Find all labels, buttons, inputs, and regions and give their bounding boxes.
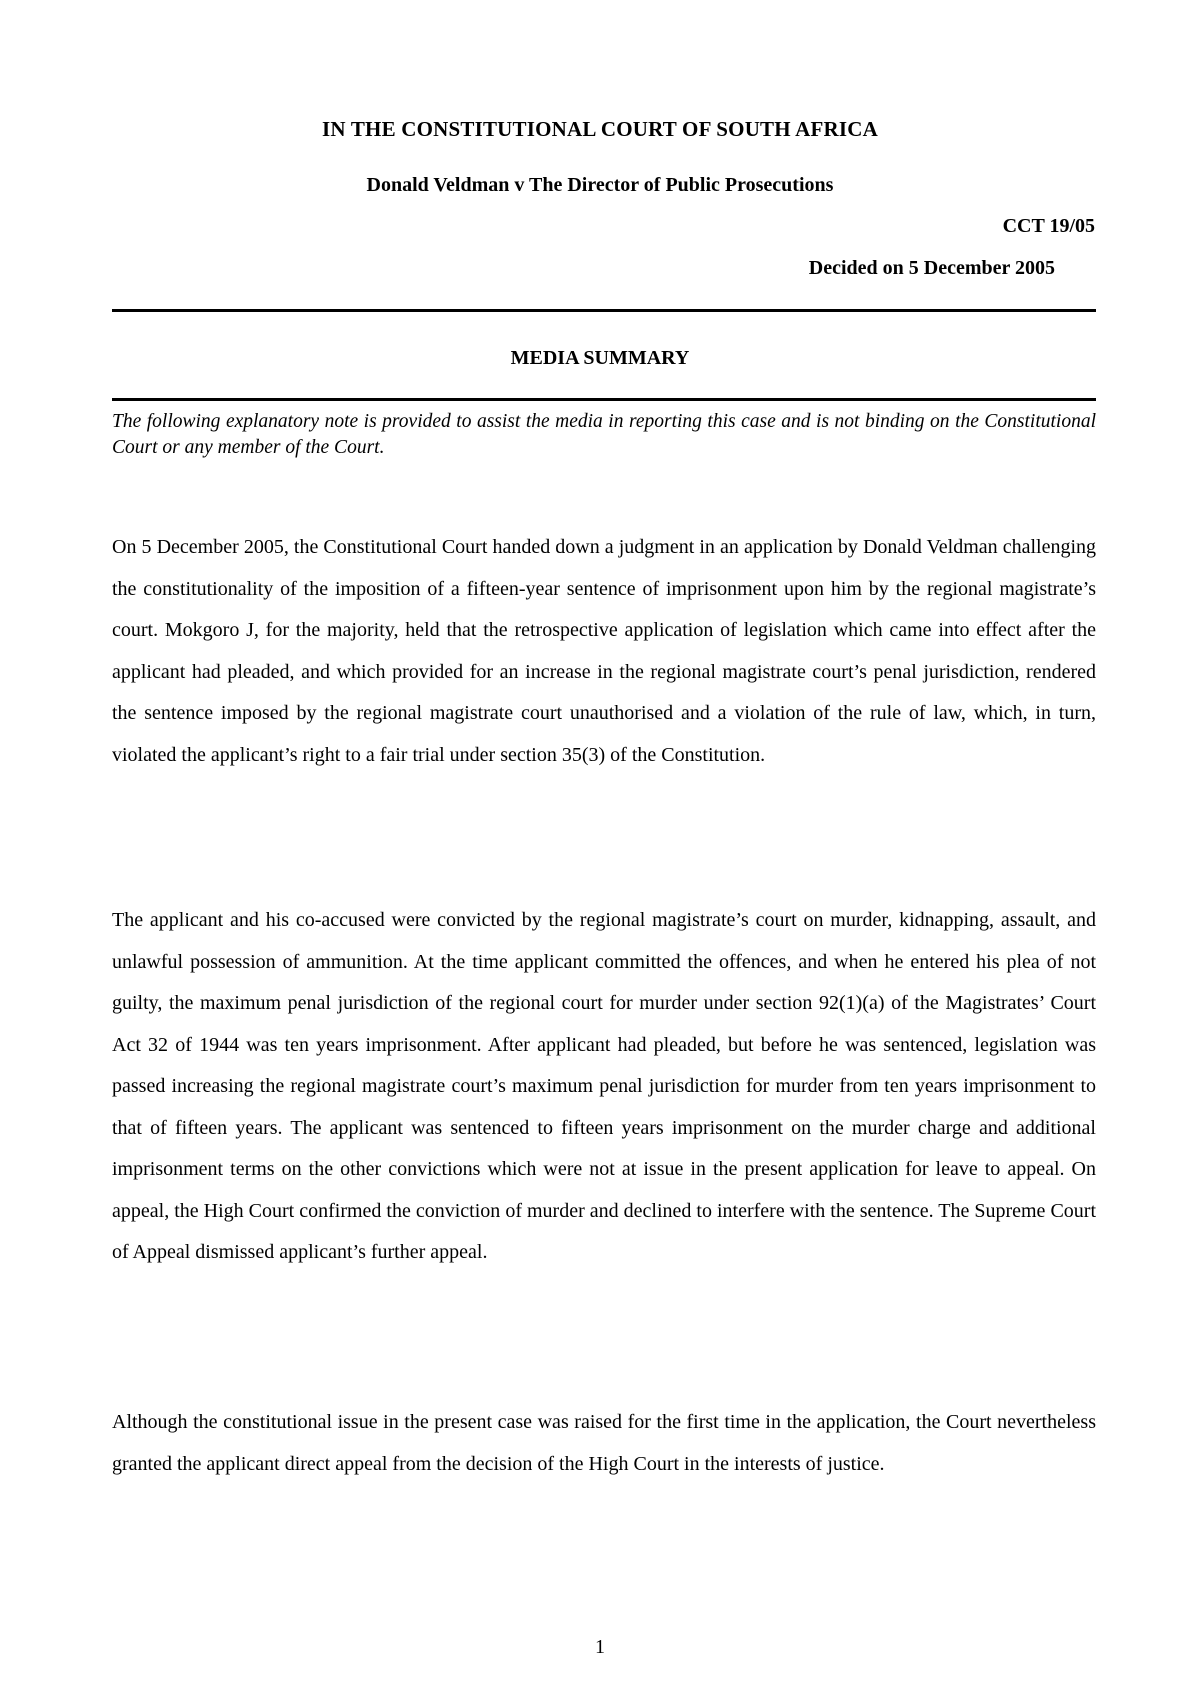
section-title: MEDIA SUMMARY: [510, 347, 690, 369]
paragraph-3: Although the constitutional issue in the present case was raised for the first time in the application, the Court nevertheless granted the applicant direct appeal from the decision of the High Court in the interests of justice.: [112, 1411, 1096, 1475]
paragraph-2: The applicant and his co-accused were convicted by the regional magistrate’s court on murder, kidnapping, assault, and unlawful possession of ammunition. At the time applicant committed the offences, and when he entered his plea of not guilty, the maximum penal jurisdiction of the regional court for murder under section 92(1)(a) of the Magistrates’ Court Act 32 of 1944 was ten years imprisonment. After applicant had pleaded, but before he was sentenced, legislation was passed increasing the regional magistrate court’s maximum penal jurisdiction for murder from ten years imprisonment to that of fifteen years. The applicant was sentenced to fifteen years imprisonment on the murder charge and additional imprisonment terms on the other convictions which were not at issue in the present application for leave to appeal. On appeal, the High Court confirmed the conviction of murder and declined to interfere with the sentence. The Supreme Court of Appeal dismissed applicant’s further appeal.: [112, 909, 1096, 1263]
case-number: CCT 19/05: [1002, 215, 1095, 237]
court-title: IN THE CONSTITUTIONAL COURT OF SOUTH AFRICA: [322, 117, 878, 141]
page-number: 1: [595, 1636, 605, 1658]
case-name: Donald Veldman v The Director of Public Prosecutions: [366, 174, 834, 196]
top-divider: [112, 309, 1096, 312]
explanatory-note: The following explanatory note is provided to assist the media in reporting this case and is not binding on the Constitutional Court or any member of the Court.: [112, 411, 1096, 458]
bottom-divider: [112, 398, 1096, 401]
decision-date: Decided on 5 December 2005: [808, 257, 1055, 279]
paragraph-1: On 5 December 2005, the Constitutional Court handed down a judgment in an application by Donald Veldman challenging the constitutionality of the imposition of a fifteen-year sentence of imprisonment upon him by the regional magistrate’s court. Mokgoro J, for the majority, held that the retrospective application of legislation which came into effect after the applicant had pleaded, and which provided for an increase in the regional magistrate court’s penal jurisdiction, rendered the sentence imposed by the regional magistrate court unauthorised and a violation of the rule of law, which, in turn, violated the applicant’s right to a fair trial under section 35(3) of the Constitution.: [112, 536, 1096, 766]
